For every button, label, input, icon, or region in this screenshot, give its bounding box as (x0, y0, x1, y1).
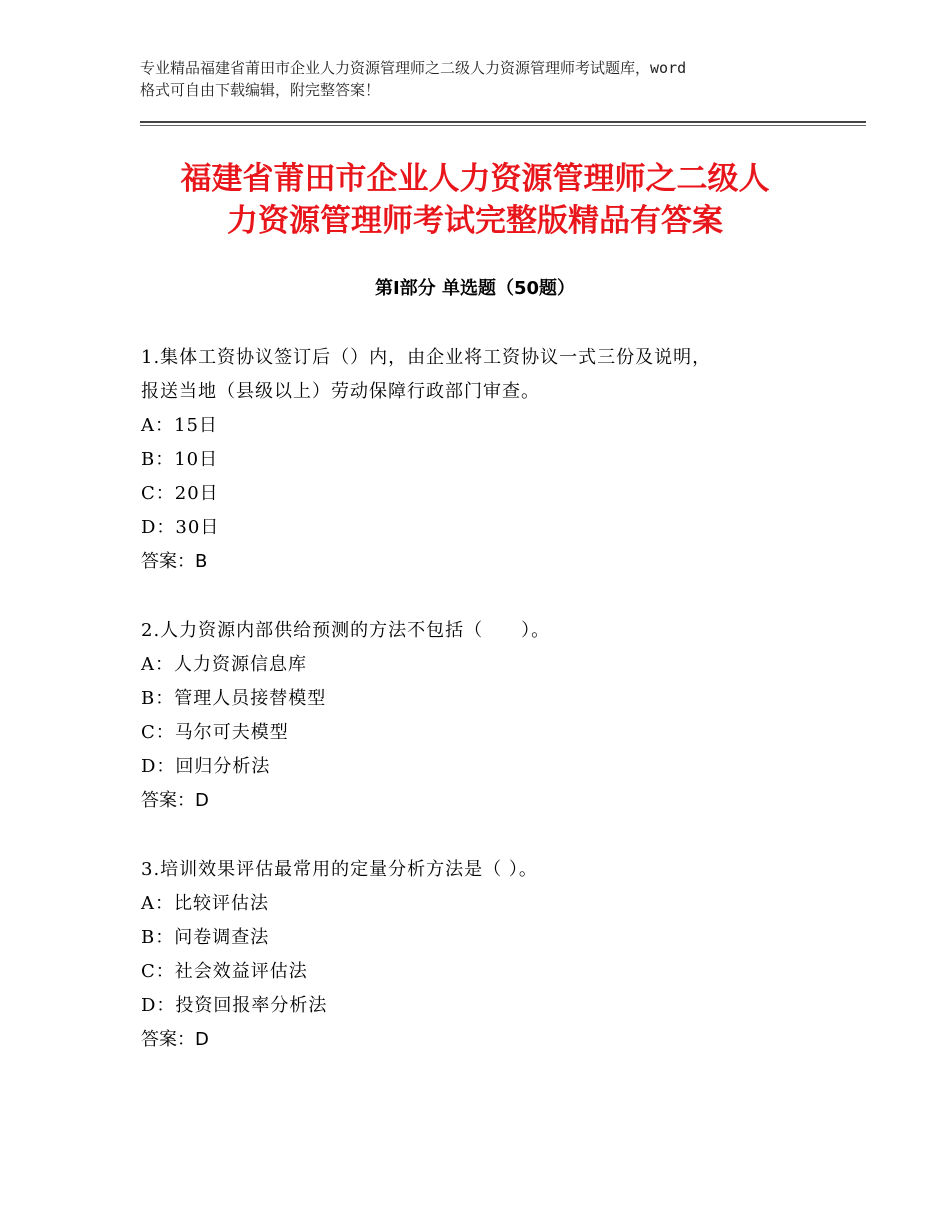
option-a: A：比较评估法 (141, 893, 269, 914)
section-title: 第Ⅰ部分 单选题（50题） (374, 278, 575, 299)
document-title (140, 158, 810, 242)
answer-label: 答案： (141, 790, 195, 811)
question-1 (141, 341, 821, 579)
option-a: A：15日 (141, 415, 218, 436)
header-divider-thin (140, 125, 866, 126)
header-note-line-1: 专业精品福建省莆田市企业人力资源管理师之二级人力资源管理师考试题库，word (140, 59, 687, 77)
option-d: D：30日 (141, 517, 220, 538)
answer-label: 答案： (141, 1029, 195, 1050)
option-d: D：回归分析法 (141, 756, 271, 777)
header-divider-thick (140, 121, 866, 123)
header-note (140, 57, 840, 101)
option-a: A：人力资源信息库 (141, 654, 307, 675)
document-title-line-1: 福建省莆田市企业人力资源管理师之二级人 (180, 161, 770, 197)
option-d: D：投资回报率分析法 (141, 995, 328, 1016)
question-3 (141, 853, 821, 1057)
question-stem-line: 2.人力资源内部供给预测的方法不包括（ ）。 (141, 620, 551, 641)
answer-line (141, 1023, 821, 1057)
answer-value: D (195, 1029, 209, 1050)
question-stem-line: 报送当地（县级以上）劳动保障行政部门审查。 (141, 381, 540, 402)
answer-label: 答案： (141, 551, 195, 572)
option-b: B：管理人员接替模型 (141, 688, 327, 709)
option-c: C：马尔可夫模型 (141, 722, 289, 743)
question-stem-line: 1.集体工资协议签订后（）内，由企业将工资协议一式三份及说明， (141, 347, 712, 368)
option-c: C：社会效益评估法 (141, 961, 308, 982)
option-b: B：10日 (141, 449, 219, 470)
answer-value: D (195, 790, 209, 811)
document-title-line-2: 力资源管理师考试完整版精品有答案 (227, 203, 723, 239)
answer-value: B (195, 551, 208, 572)
answer-line (141, 545, 821, 579)
header-note-line-2: 格式可自由下载编辑，附完整答案！ (140, 81, 381, 99)
answer-line (141, 784, 821, 818)
question-2 (141, 614, 821, 818)
option-b: B：问卷调查法 (141, 927, 270, 948)
question-stem-line: 3.培训效果评估最常用的定量分析方法是（ ）。 (141, 859, 538, 880)
option-c: C：20日 (141, 483, 219, 504)
